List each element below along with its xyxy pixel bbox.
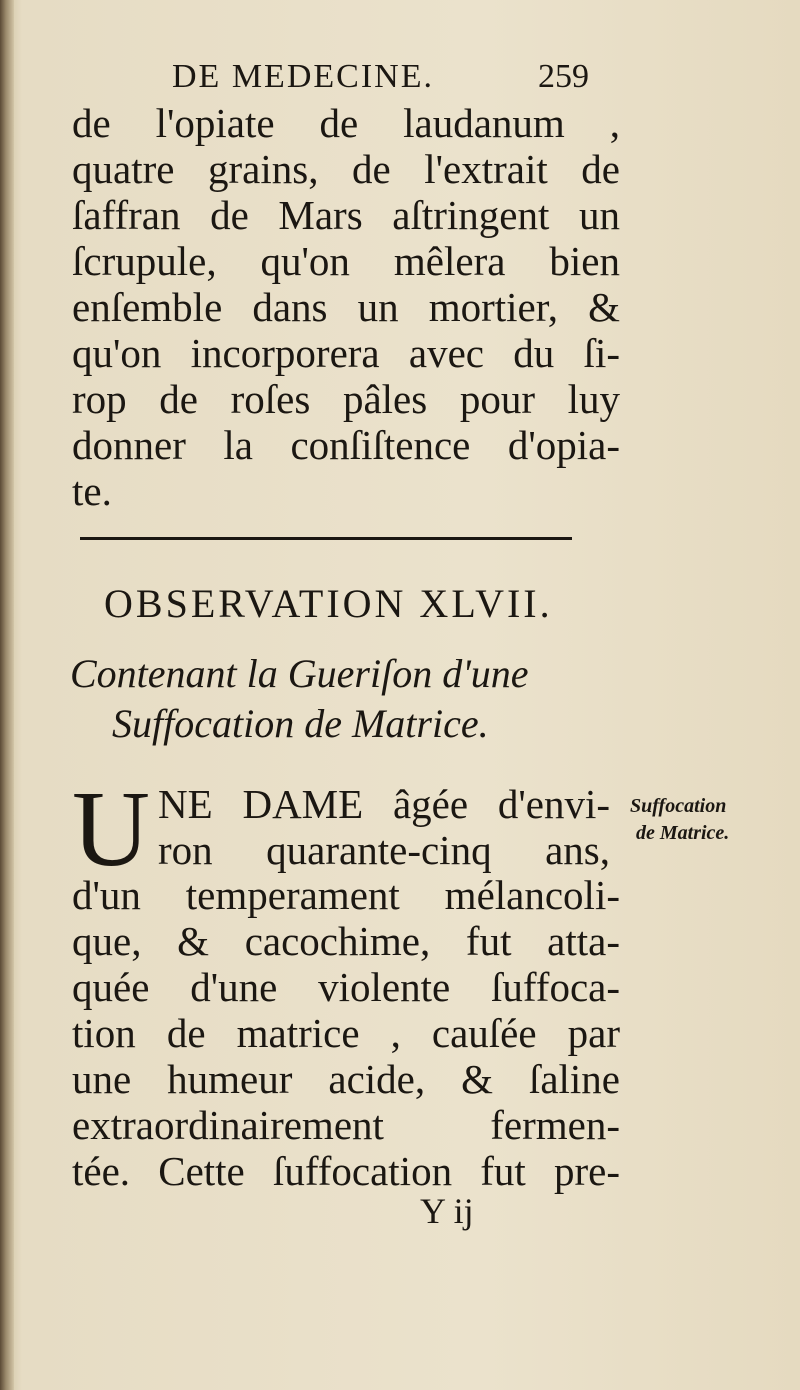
text-line: quée d'une violente ſuffoca- [72, 964, 620, 1010]
text-line: qu'on incorporera avec du ſi- [72, 330, 620, 376]
section-divider [80, 537, 572, 540]
text-line: donner la conſiſtence d'opia- [72, 422, 620, 468]
text-line: tée. Cette ſuffocation fut pre- [72, 1148, 620, 1194]
text-line: tion de matrice , cauſée par [72, 1010, 620, 1056]
main-paragraph [72, 872, 620, 1194]
text-line: te. [72, 468, 112, 514]
drop-cap: U [72, 770, 150, 889]
subtitle-line-1: Contenant la Gueriſon d'une [70, 651, 529, 696]
text-line: une humeur acide, & ſaline [72, 1056, 620, 1102]
text-line: enſemble dans un mortier, & [72, 284, 620, 330]
text-line: ſcrupule, qu'on mêlera bien [72, 238, 620, 284]
text-line: quatre grains, de l'extrait de [72, 146, 620, 192]
margin-note-line-1: Suffocation [630, 795, 727, 817]
running-head: DE MEDECINE. [172, 58, 434, 95]
text-line: ron quarante-cinq ans, [158, 827, 610, 873]
top-paragraph [72, 100, 620, 514]
text-line: de l'opiate de laudanum , [72, 100, 620, 146]
text-line: que, & cacochime, fut atta- [72, 918, 620, 964]
subtitle-line-2: Suffocation de Matrice. [112, 701, 489, 746]
text-line: rop de roſes pâles pour luy [72, 376, 620, 422]
text-line: d'un temperament mélancoli- [72, 872, 620, 918]
page-number: 259 [538, 58, 589, 95]
observation-title: OBSERVATION XLVII. [104, 581, 553, 626]
text-line: ſaffran de Mars aſtringent un [72, 192, 620, 238]
margin-note-line-2: de Matrice. [636, 822, 730, 844]
text-line: extraordinairement fermen- [72, 1102, 620, 1148]
signature-mark: Y ij [420, 1191, 474, 1231]
text-line: NE DAME âgée d'envi- [158, 781, 610, 827]
book-spine [0, 0, 14, 1390]
